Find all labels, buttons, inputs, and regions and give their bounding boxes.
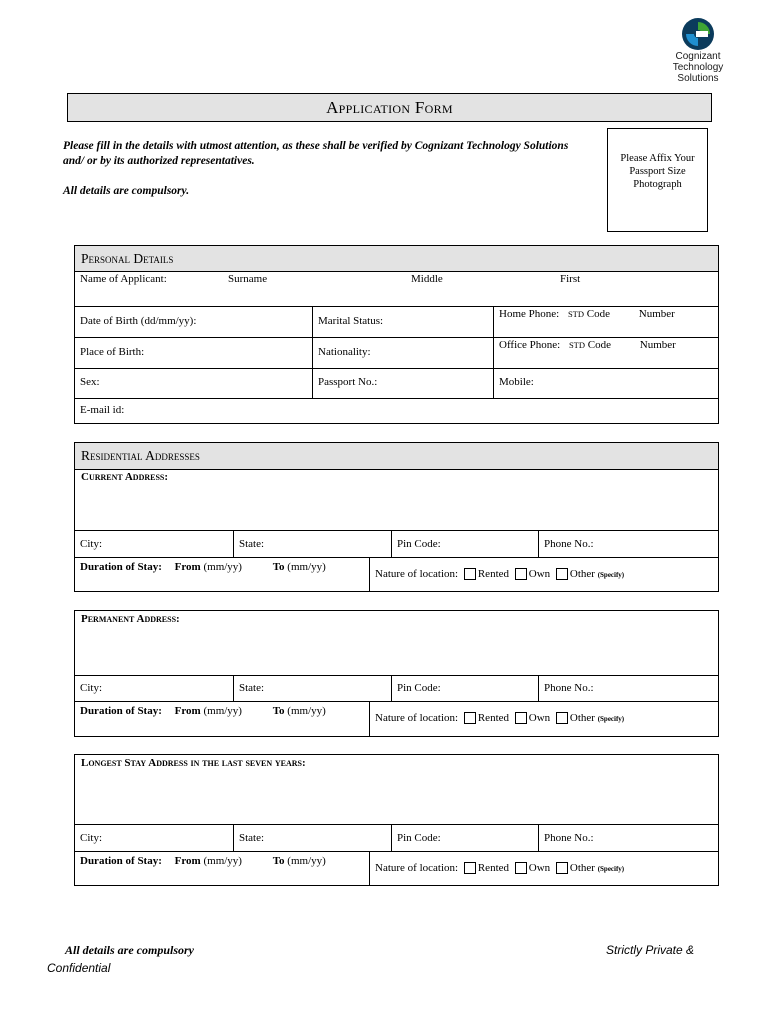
longest-stay-address-input[interactable] [75,770,718,824]
office-phone-field[interactable] [493,338,718,368]
permanent-state-field[interactable]: State: [233,676,391,701]
current-address-input[interactable] [75,483,718,530]
current-duration-row [75,557,718,592]
surname-label[interactable]: Surname [228,273,268,285]
office-number-label: Number [639,339,676,351]
permanent-to-label: To [272,705,285,717]
personal-details-header: Personal Details [75,246,718,272]
current-rented-checkbox[interactable] [464,568,476,580]
logo-line-3: Solutions [677,73,719,84]
current-from-label: From [174,561,201,573]
current-pin-field[interactable]: Pin Code: [391,531,538,557]
name-row [75,271,718,306]
dob-field[interactable]: Date of Birth (dd/mm/yy): [80,315,197,327]
photo-box[interactable] [607,128,708,232]
longest-specify-label: (Specify) [597,865,625,873]
longest-phone-field[interactable]: Phone No.: [538,825,718,851]
current-duration-field[interactable] [75,558,369,592]
marital-status-field[interactable]: Marital Status: [312,307,493,337]
permanent-address-label: Permanent Address: [81,613,180,625]
longest-other-label: Other [569,862,595,874]
dob-row [75,306,718,337]
current-own-checkbox[interactable] [515,568,527,580]
longest-pin-field[interactable]: Pin Code: [391,825,538,851]
photo-box-line-3: Photograph [633,179,682,190]
permanent-duration-row [75,701,718,737]
permanent-city-field[interactable]: City: [80,682,103,694]
current-duration-label: Duration of Stay: [80,561,162,573]
current-to-format: (mm/yy) [287,561,326,573]
longest-to-label: To [272,855,285,867]
home-phone-label: Home Phone: [499,308,560,320]
email-row [75,398,718,424]
longest-city-field[interactable]: City: [80,832,103,844]
office-std-label: STD [568,340,586,350]
permanent-own-checkbox[interactable] [515,712,527,724]
current-rented-label: Rented [477,568,510,580]
middle-label[interactable]: Middle [411,273,443,285]
current-from-format: (mm/yy) [203,561,242,573]
company-logo [665,17,731,84]
logo-line-1: Cognizant [675,51,721,62]
current-state-field[interactable]: State: [233,531,391,557]
permanent-from-label: From [174,705,201,717]
current-address-section [74,442,719,592]
permanent-own-label: Own [528,712,551,724]
instructions-text: Please fill in the details with utmost attention, as these shall be verified by Cognizant Technology Solutions and/ or by its authorized representatives. [63,140,569,167]
longest-duration-label: Duration of Stay: [80,855,162,867]
home-phone-field[interactable] [493,307,718,337]
office-phone-label: Office Phone: [499,339,561,351]
logo-line-2: Technology [672,62,724,73]
permanent-city-row [75,675,718,701]
personal-details-section [74,245,719,424]
permanent-duration-label: Duration of Stay: [80,705,162,717]
home-std-label: STD [567,309,585,319]
name-label: Name of Applicant: [80,273,167,285]
longest-to-format: (mm/yy) [287,855,326,867]
footer-compulsory: All details are compulsory [65,943,194,957]
current-specify-label: (Specify) [597,571,625,579]
nationality-field[interactable]: Nationality: [312,338,493,368]
sex-row [75,368,718,398]
compulsory-note: All details are compulsory. [63,185,190,197]
longest-city-row [75,824,718,851]
current-nature-field [369,558,718,592]
longest-from-label: From [174,855,201,867]
longest-stay-label: Longest Stay Address in the last seven years: [81,757,306,769]
current-city-field[interactable]: City: [80,538,103,550]
current-other-checkbox[interactable] [556,568,568,580]
permanent-rented-checkbox[interactable] [464,712,476,724]
passport-field[interactable]: Passport No.: [312,369,493,398]
pob-row [75,337,718,368]
longest-own-label: Own [528,862,551,874]
place-of-birth-field[interactable]: Place of Birth: [80,346,145,358]
mobile-field[interactable]: Mobile: [493,369,718,398]
longest-other-checkbox[interactable] [556,862,568,874]
permanent-to-format: (mm/yy) [287,705,326,717]
permanent-nature-label: Nature of location: [375,712,459,724]
permanent-rented-label: Rented [477,712,510,724]
current-to-label: To [272,561,285,573]
longest-stay-section [74,754,719,886]
photo-box-line-1: Please Affix Your [620,153,695,164]
footer-private: Strictly Private & [606,943,695,957]
longest-nature-label: Nature of location: [375,862,459,874]
cognizant-logo-icon [681,17,715,51]
home-number-label: Number [638,308,675,320]
photo-box-line-2: Passport Size [629,166,686,177]
permanent-nature-field [369,702,718,737]
current-nature-label: Nature of location: [375,568,459,580]
longest-state-field[interactable]: State: [233,825,391,851]
footer-confidential: Confidential [47,961,111,975]
longest-rented-label: Rented [477,862,510,874]
longest-from-format: (mm/yy) [203,855,242,867]
permanent-duration-field[interactable] [75,702,369,737]
longest-rented-checkbox[interactable] [464,862,476,874]
permanent-from-format: (mm/yy) [203,705,242,717]
sex-field[interactable]: Sex: [80,376,100,388]
current-address-label: Current Address: [81,471,169,483]
email-field[interactable]: E-mail id: [80,404,125,416]
permanent-pin-field[interactable]: Pin Code: [391,676,538,701]
office-code-label: Code [587,339,611,351]
longest-nature-field [369,852,718,886]
first-label[interactable]: First [560,273,581,285]
permanent-address-input[interactable] [75,626,718,675]
longest-duration-field[interactable] [75,852,369,886]
current-phone-field[interactable]: Phone No.: [538,531,718,557]
current-city-row [75,530,718,557]
permanent-specify-label: (Specify) [597,715,625,723]
permanent-phone-field[interactable]: Phone No.: [538,676,718,701]
permanent-address-section [74,610,719,737]
current-other-label: Other [569,568,595,580]
longest-own-checkbox[interactable] [515,862,527,874]
permanent-other-checkbox[interactable] [556,712,568,724]
current-own-label: Own [528,568,551,580]
residential-header: Residential Addresses [75,443,718,470]
longest-duration-row [75,851,718,886]
permanent-other-label: Other [569,712,595,724]
page-title: Application Form [67,93,712,122]
home-code-label: Code [586,308,610,320]
